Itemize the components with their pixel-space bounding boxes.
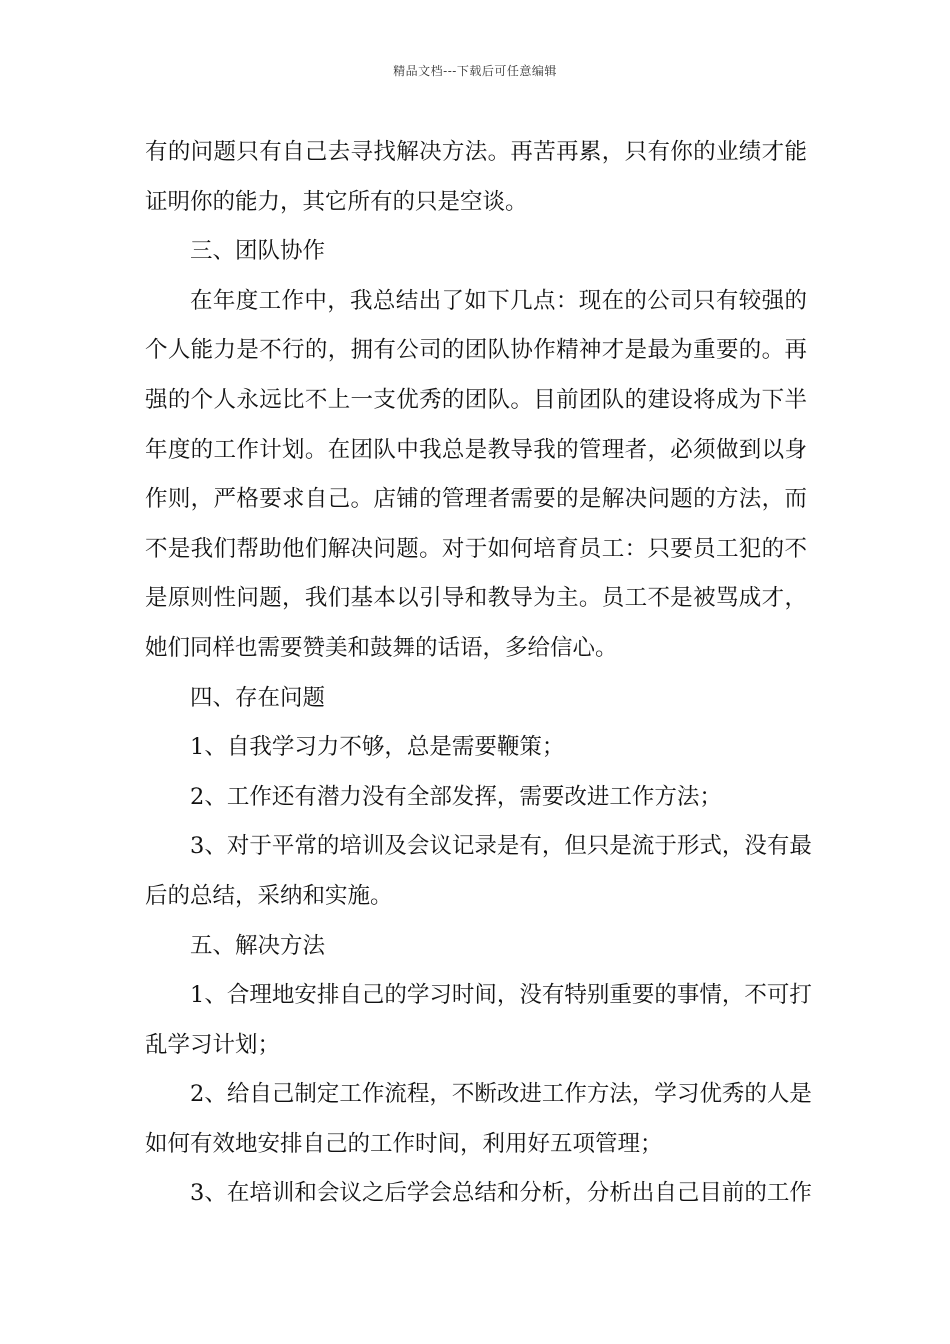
section-heading: 三、团队协作 (190, 238, 326, 265)
paragraph-line: 个人能力是不行的，拥有公司的团队协作精神才是最为重要的。再 (145, 337, 807, 364)
paragraph-line: 强的个人永远比不上一支优秀的团队。目前团队的建设将成为下半 (145, 386, 807, 413)
list-item: 1、自我学习力不够，总是需要鞭策； (190, 734, 565, 761)
paragraph-line: 在年度工作中，我总结出了如下几点：现在的公司只有较强的 (190, 287, 807, 314)
paragraph-line: 年度的工作计划。在团队中我总是教导我的管理者，必须做到以身 (145, 436, 807, 463)
paragraph-line: 证明你的能力，其它所有的只是空谈。 (145, 188, 528, 215)
list-item-continuation: 如何有效地安排自己的工作时间，利用好五项管理； (145, 1130, 663, 1157)
list-item: 3、在培训和会议之后学会总结和分析，分析出自己目前的工作 (190, 1180, 812, 1207)
paragraph-line: 是原则性问题，我们基本以引导和教导为主。员工不是被骂成才， (145, 585, 807, 612)
page-header: 精品文档---下载后可任意编辑 (393, 64, 557, 78)
section-heading: 五、解决方法 (190, 932, 326, 959)
paragraph-line: 不是我们帮助他们解决问题。对于如何培育员工：只要员工犯的不 (145, 535, 807, 562)
list-item: 3、对于平常的培训及会议记录是有，但只是流于形式，没有最 (190, 833, 812, 860)
list-item-continuation: 乱学习计划； (145, 1031, 281, 1058)
paragraph-line: 她们同样也需要赞美和鼓舞的话语，多给信心。 (145, 634, 618, 661)
paragraph-line: 作则，严格要求自己。店铺的管理者需要的是解决问题的方法，而 (145, 486, 807, 513)
list-item: 2、给自己制定工作流程，不断改进工作方法，学习优秀的人是 (190, 1081, 812, 1108)
list-item-continuation: 后的总结，采纳和实施。 (145, 882, 393, 909)
list-item: 1、合理地安排自己的学习时间，没有特别重要的事情，不可打 (190, 982, 812, 1009)
list-item: 2、工作还有潜力没有全部发挥，需要改进工作方法； (190, 783, 722, 810)
paragraph-line: 有的问题只有自己去寻找解决方法。再苦再累，只有你的业绩才能 (145, 139, 807, 165)
section-heading: 四、存在问题 (190, 684, 326, 711)
document-body (145, 128, 812, 1219)
